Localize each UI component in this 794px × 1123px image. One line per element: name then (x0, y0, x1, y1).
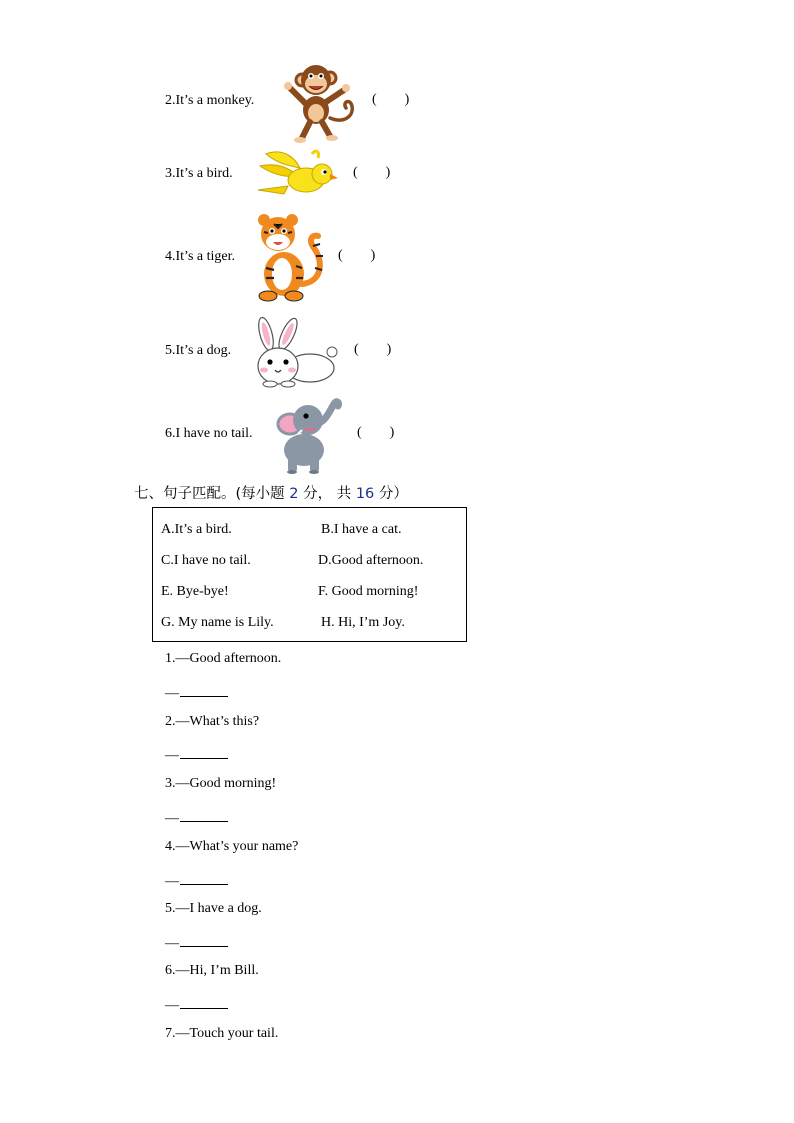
option-a: A.It’s a bird. (161, 522, 232, 537)
rabbit-icon (250, 316, 338, 388)
monkey-icon (272, 58, 358, 144)
option-g: G. My name is Lily. (161, 615, 274, 630)
answer-blank[interactable] (180, 683, 228, 697)
options-box (152, 507, 467, 642)
question-5-text: 5.It’s a dog. (165, 343, 232, 358)
match-question-5: 5.—I have a dog. (165, 901, 262, 916)
question-2-text: 2.It’s a monkey. (165, 93, 255, 108)
answer-dash: — (165, 998, 179, 1013)
section-points-each: 2 (289, 486, 299, 502)
elephant-icon (274, 396, 342, 474)
answer-blank[interactable] (180, 871, 228, 885)
answer-blank[interactable] (180, 745, 228, 759)
match-answer-3[interactable] (165, 808, 228, 827)
section-title-suffix: 分） (374, 486, 408, 502)
option-f: F. Good morning! (318, 584, 419, 599)
section-title-prefix: 七、句子匹配。(每小题 (134, 486, 290, 502)
match-question-3: 3.—Good morning! (165, 776, 277, 791)
answer-paren-4[interactable]: ( ) (338, 248, 376, 263)
answer-blank[interactable] (180, 933, 228, 947)
answer-blank[interactable] (180, 995, 228, 1009)
option-c: C.I have no tail. (161, 553, 251, 568)
option-e: E. Bye-bye! (161, 584, 229, 599)
match-question-4: 4.—What’s your name? (165, 839, 299, 854)
match-answer-2[interactable] (165, 745, 228, 764)
question-4-text: 4.It’s a tiger. (165, 249, 235, 264)
option-d: D.Good afternoon. (318, 553, 424, 568)
match-answer-4[interactable] (165, 871, 228, 890)
question-3-text: 3.It’s a bird. (165, 166, 233, 181)
answer-paren-3[interactable]: ( ) (353, 165, 391, 180)
option-b: B.I have a cat. (321, 522, 402, 537)
option-h: H. Hi, I’m Joy. (321, 615, 405, 630)
match-answer-6[interactable] (165, 995, 228, 1014)
answer-dash: — (165, 686, 179, 701)
answer-dash: — (165, 811, 179, 826)
answer-paren-2[interactable]: ( ) (372, 92, 410, 107)
section-points-total: 16 (355, 486, 375, 502)
answer-paren-6[interactable]: ( ) (357, 425, 395, 440)
match-question-2: 2.—What’s this? (165, 714, 260, 729)
question-6-text: 6.I have no tail. (165, 426, 253, 441)
match-answer-1[interactable] (165, 683, 228, 702)
match-question-6: 6.—Hi, I’m Bill. (165, 963, 259, 978)
section-title-middle: 分， 共 (298, 486, 356, 502)
answer-paren-5[interactable]: ( ) (354, 342, 392, 357)
tiger-icon (252, 212, 326, 302)
answer-blank[interactable] (180, 808, 228, 822)
answer-dash: — (165, 748, 179, 763)
match-answer-5[interactable] (165, 933, 228, 952)
match-question-7: 7.—Touch your tail. (165, 1026, 279, 1041)
answer-dash: — (165, 874, 179, 889)
bird-icon (254, 146, 338, 204)
section-title (134, 482, 408, 503)
match-question-1: 1.—Good afternoon. (165, 651, 282, 666)
answer-dash: — (165, 936, 179, 951)
